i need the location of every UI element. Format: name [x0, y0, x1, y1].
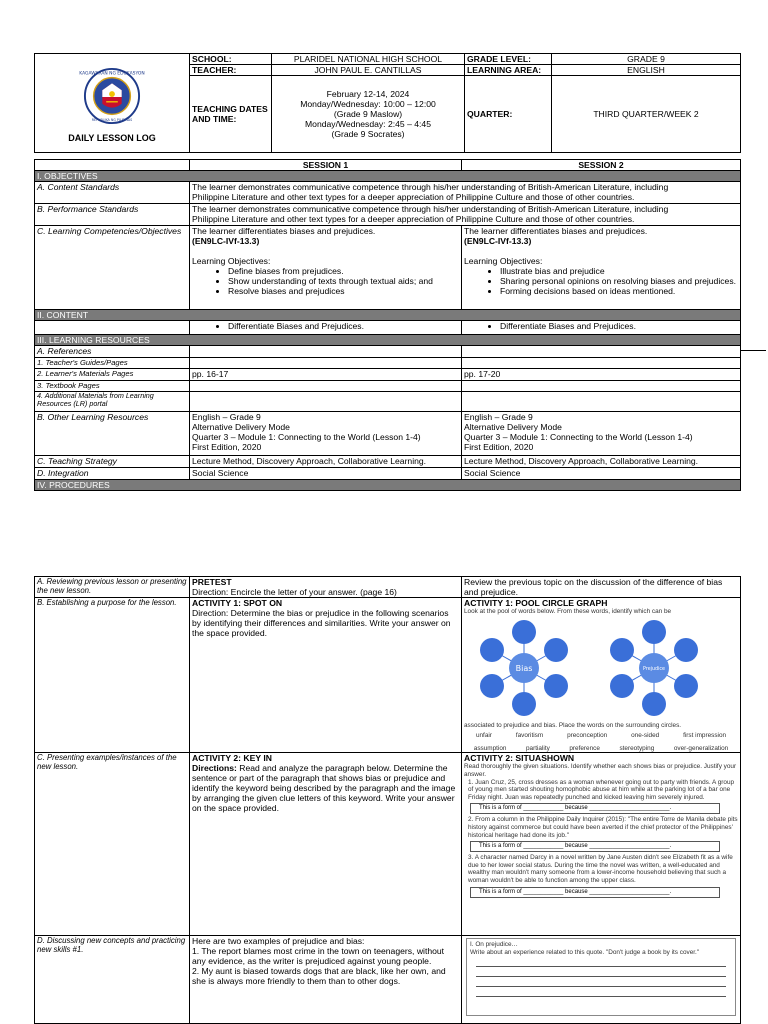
session2-header: SESSION 2 — [462, 160, 741, 171]
competencies-s1: The learner differentiates biases and prejudices. (EN9LC-IVf-13.3) Learning Objectives: • Define biases from prejudices. • Show understanding of texts through textual aids; and • Resolve biases and prejudices — [190, 226, 462, 310]
prejudice-satellite-circle — [610, 674, 634, 698]
svg-text:KAGAWARAN NG EDUKASYON: KAGAWARAN NG EDUKASYON — [79, 71, 145, 77]
bias-satellite-circle — [480, 674, 504, 698]
grade-label: GRADE LEVEL: — [465, 54, 552, 65]
lesson-table-page1 — [34, 159, 741, 491]
prejudice-satellite-circle — [642, 620, 666, 644]
proc-c-label: C. Presenting examples/instances of the new lesson. — [35, 753, 190, 936]
integration-label: D. Integration — [35, 468, 190, 480]
teacher-value: JOHN PAUL E. CANTILLAS — [272, 65, 465, 76]
logo-cell — [35, 54, 190, 153]
proc-b-s1: ACTIVITY 1: SPOT ON Direction: Determine the bias or prejudice in the following scenarios by identifying their differences and similarities. Write your answer on the space provided. — [190, 598, 462, 753]
content-standards-text: The learner demonstrates communicative competence through his/her understanding of British-American Literature, including Philippine Literature and other text types for a deeper appreciation of Philippine Culture and those of other countries. — [190, 182, 741, 204]
lesson-table-page2 — [34, 576, 741, 1024]
bias-satellite-circle — [544, 674, 568, 698]
procedures-heading: IV. PROCEDURES — [35, 480, 741, 491]
other-resources-s1: English – Grade 9 Alternative Delivery Mode Quarter 3 – Module 1: Connecting to the World (Lesson 1-4) First Edition, 2020 — [190, 412, 462, 456]
performance-standards-label: B. Performance Standards — [35, 204, 190, 226]
session1-header: SESSION 1 — [190, 160, 462, 171]
content-s1: • Differentiate Biases and Prejudices. — [190, 321, 462, 335]
bias-satellite-circle — [512, 620, 536, 644]
quote-writing-box[interactable]: I. On prejudice… Write about an experience related to this quote. "Don't judge a book by its cover." — [466, 938, 736, 1016]
competencies-label: C. Learning Competencies/Objectives — [35, 226, 190, 310]
stray-line — [740, 350, 766, 351]
content-s2: • Differentiate Biases and Prejudices. — [462, 321, 741, 335]
content-heading: II. CONTENT — [35, 310, 741, 321]
competencies-s2: The learner differentiates biases and prejudices. (EN9LC-IVf-13.3) Learning Objectives: • Illustrate bias and prejudice • Sharing personal opinions on resolving biases and prejudices. • Forming decisions based on ideas mentioned. — [462, 226, 741, 310]
answer-box-2[interactable]: This is a form of ____________ because ________________________. — [470, 841, 720, 852]
pool-circle-graph — [464, 616, 734, 720]
strategy-label: C. Teaching Strategy — [35, 456, 190, 468]
proc-d-label: D. Discussing new concepts and practicing new skills #1. — [35, 936, 190, 1024]
content-standards-label: A. Content Standards — [35, 182, 190, 204]
area-label: LEARNING AREA: — [465, 65, 552, 76]
proc-b-label: B. Establishing a purpose for the lesson. — [35, 598, 190, 753]
resources-heading: III. LEARNING RESOURCES — [35, 335, 741, 346]
grade-value: GRADE 9 — [552, 54, 741, 65]
proc-b-s2: ACTIVITY 1: POOL CIRCLE GRAPH Look at the pool of words below. From these words, identify which can be Bias Prejudice associated to prejudice and bias. Place the words on the surrounding circles. unfair favoritism preconception one-sided first impression assumption partiality preference stereotyping over-generalization — [462, 598, 741, 753]
lm-label: 2. Learner's Materials Pages — [35, 369, 190, 381]
proc-a-s1: PRETEST Direction: Encircle the letter of your answer. (page 16) — [190, 577, 462, 598]
teacher-label: TEACHER: — [190, 65, 272, 76]
bias-center-label: Bias — [515, 663, 533, 673]
proc-d-s1: Here are two examples of prejudice and bias: 1. The report blames most crime in the town on teenagers, without any evidence, as the writer is prejudiced against young people. 2. My aunt is biased towards dogs that are black, like her own, and she is always more friendly to them than to other dogs. — [190, 936, 462, 1024]
svg-text:REPUBLIKA NG PILIPINAS: REPUBLIKA NG PILIPINAS — [91, 118, 133, 123]
tb-label: 3. Textbook Pages — [35, 381, 190, 392]
proc-a-s2: Review the previous topic on the discussion of the difference of bias and prejudice. — [462, 577, 741, 598]
strategy-s1: Lecture Method, Discovery Approach, Collaborative Learning. — [190, 456, 462, 468]
area-value: ENGLISH — [552, 65, 741, 76]
school-label: SCHOOL: — [190, 54, 272, 65]
integration-s1: Social Science — [190, 468, 462, 480]
quarter-value: THIRD QUARTER/WEEK 2 — [552, 76, 741, 153]
references-label: A. References — [35, 346, 190, 358]
lm-s2: pp. 17-20 — [462, 369, 741, 381]
deped-seal-icon — [79, 67, 145, 125]
other-resources-s2: English – Grade 9 Alternative Delivery Mode Quarter 3 – Module 1: Connecting to the World (Lesson 1-4) First Edition, 2020 — [462, 412, 741, 456]
prejudice-satellite-circle — [674, 674, 698, 698]
quarter-label: QUARTER: — [465, 76, 552, 153]
school-value: PLARIDEL NATIONAL HIGH SCHOOL — [272, 54, 465, 65]
dates-label: TEACHING DATES AND TIME: — [190, 76, 272, 153]
bias-satellite-circle — [544, 638, 568, 662]
log-title: DAILY LESSON LOG — [68, 133, 156, 143]
prejudice-satellite-circle — [610, 638, 634, 662]
word-pool-row2: assumption partiality preference stereotyping over-generalization — [473, 744, 729, 752]
strategy-s2: Lecture Method, Discovery Approach, Collaborative Learning. — [462, 456, 741, 468]
objectives-heading: I. OBJECTIVES — [35, 171, 741, 182]
prejudice-center-label: Prejudice — [643, 666, 665, 672]
other-resources-label: B. Other Learning Resources — [35, 412, 190, 456]
bias-satellite-circle — [512, 692, 536, 716]
proc-a-label: A. Reviewing previous lesson or presenting the new lesson. — [35, 577, 190, 598]
answer-box-3[interactable]: This is a form of ____________ because ________________________. — [470, 887, 720, 898]
header-table — [34, 53, 741, 153]
am-label: 4. Additional Materials from Learning Resources (LR) portal — [35, 392, 190, 412]
proc-c-s1: ACTIVITY 2: KEY IN Directions: Read and analyze the paragraph below. Determine the sentence or part of the paragraph that shows bias or prejudice and identify the keyword being described by the paragraph and the image by arranging the given clue letters of this keyword. Write your answer on the space provided. — [190, 753, 462, 936]
prejudice-satellite-circle — [642, 692, 666, 716]
word-pool-row1: unfair favoritism preconception one-sided first impression — [475, 732, 727, 740]
tg-label: 1. Teacher's Guides/Pages — [35, 358, 190, 369]
proc-d-s2 — [462, 936, 741, 1024]
answer-box-1[interactable]: This is a form of ____________ because ________________________. — [470, 803, 720, 814]
bias-satellite-circle — [480, 638, 504, 662]
dates-value: February 12-14, 2024 Monday/Wednesday: 10:00 – 12:00 (Grade 9 Maslow) Monday/Wednesday: 2:45 – 4:45 (Grade 9 Socrates) — [272, 76, 465, 153]
proc-c-s2: ACTIVITY 2: SITUASHOWN Read thoroughly the given situations. Identify whether each shows bias or prejudice. Justify your answer. 1. Juan Cruz, 25, cross dresses as a woman whenever going out to party with friends. A group of young men started shouting homophobic abuse at him while at the parking lot of a bar one Friday night. Juan was repeatedly punched and kicked leaving him severely injured. This is a form of ____________ because ________________________. 2. From a column in the Philippine Daily Inquirer (2015): "The entire Torre de Manila debate pits history against commerce but could have been averted if the chief protector of the Philippines' historical heritage had done its job." This is a form of ____________ because ________________________. 3. A character named Darcy in a novel written by Jane Austen didn't see Elizabeth fit as a wife due to her lower social status. During the time the novel was written, a well-educated and wealthy man wouldn't marry someone from a lower-income household believing that such a woman wouldn't be able to function among the upper class. This is a form of ____________ because ________________________. — [462, 753, 741, 936]
prejudice-satellite-circle — [674, 638, 698, 662]
performance-standards-text: The learner demonstrates communicative competence through his/her understanding of British-American Literature, including Philippine Literature and other text types for a deeper appreciation of Philippine Culture and those of other countries. — [190, 204, 741, 226]
lm-s1: pp. 16-17 — [190, 369, 462, 381]
integration-s2: Social Science — [462, 468, 741, 480]
